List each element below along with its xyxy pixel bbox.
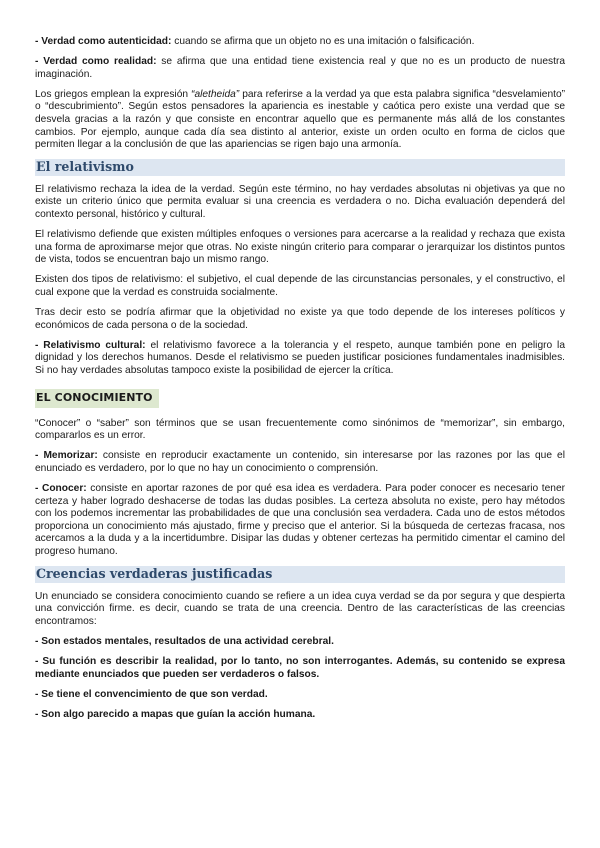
definition-term: - Verdad como autenticidad:: [35, 36, 172, 47]
section-heading-creencias: Creencias verdaderas justificadas: [35, 566, 565, 583]
paragraph-text: para referirse a la verdad ya que esta palabra significa “desvelamiento” o “descubrimiento”. Según estos pensadores la apariencia es inestable y caótica pero existe una verdad que se desvela gracias a la razón y que consiste en encontrar aquello que es permanente más allá de los constantes cambios. Por ejemplo, aunque cada día sea distinto al anterior, existe un orden oculto en forma de ciclos que permiten llegar a la conclusión de que las apariencias se rigen bajo una armonía.: [35, 88, 565, 151]
section-heading-conocimiento: EL CONOCIMIENTO: [35, 389, 159, 408]
definition-autenticidad: [35, 36, 565, 49]
definition-relativismo-cultural: [35, 340, 565, 378]
paragraph: “Conocer” o “saber” son términos que se usan frecuentemente como sinónimos de “memorizar”, sin embargo, compararlos es un error.: [35, 417, 565, 442]
definition-term: - Memorizar:: [35, 450, 98, 462]
paragraph-text: Los griegos emplean la expresión: [35, 88, 192, 100]
paragraph: Existen dos tipos de relativismo: el subjetivo, el cual depende de las circunstancias personales, y el constructivo, el cual expone que la verdad es construida socialmente.: [35, 274, 565, 298]
paragraph: Un enunciado se considera conocimiento cuando se refiere a un idea cuya verdad se da por segura y que despierta una convicción firme. es decir, cuando se trata de una creencia. Dentro de las características de las creencias encontramos:: [35, 590, 565, 627]
list-item: - Son estados mentales, resultados de una actividad cerebral.: [35, 635, 334, 647]
definition-text: consiste en reproducir exactamente un contenido, sin interesarse por las razones por las que el enunciado es verdadero, por lo que no hay un conocimiento o comprensión.: [35, 450, 565, 474]
definition-term: - Conocer:: [35, 483, 87, 495]
list-item: - Su función es describir la realidad, por lo tanto, no son interrogantes. Además, su contenido se expresa mediante enunciados que pueden ser verdaderos o falsos.: [35, 656, 565, 680]
list-item: - Son algo parecido a mapas que guían la acción humana.: [35, 708, 316, 720]
paragraph: El relativismo defiende que existen múltiples enfoques o versiones para acercarse a la realidad y rechaza que exista una forma de aproximarse mejor que otras. No existe ningún criterio para comparar o jerarquizar los distintos puntos de vista, todos se encuentran bajo un mismo rango.: [35, 229, 565, 266]
term-aletheida: “aletheida”: [191, 88, 240, 100]
document-page: [35, 36, 565, 729]
paragraph: El relativismo rechaza la idea de la verdad. Según este término, no hay verdades absolutas ni objetivas ya que no existe un criterio único que permita evaluar si una creencia es verdadera o no. Dicha evaluación dependerá del contexto personal, histórico y cultural.: [35, 183, 565, 221]
definition-text: cuando se afirma que un objeto no es una imitación o falsificación.: [171, 36, 475, 47]
definition-text: el relativismo favorece a la tolerancia y el respeto, aunque también pone en peligro la dignidad y los derechos humanos. Desde el relativismo se pueden justificar posiciones fundamentales inadmisibles. Si no hay verdades absolutas tampoco existe la posibilidad de ejercer la crítica.: [35, 339, 565, 376]
paragraph: Tras decir esto se podría afirmar que la objetividad no existe ya que todo depende de los intereses políticos y económicos de cada persona o de la sociedad.: [35, 307, 565, 331]
definition-conocer: [35, 483, 565, 559]
list-item: - Se tiene el convencimiento de que son verdad.: [35, 688, 268, 700]
definition-memorizar: [35, 450, 565, 475]
definition-text: consiste en aportar razones de por qué esa idea es verdadera. Para poder conocer es necesario tener certeza y haber logrado deshacerse de todas las dudas posibles. La certeza absoluta no existe, pero hay métodos con los podemos incrementar las probabilidades de que una conclusión sea verdadera. Cada uno de estos métodos proporciona un conocimiento más ajustado, firme y preciso que el anterior. Si la búsqueda de certezas fracasa, nos acercamos a la duda y a la incertidumbre. Disipar las dudas y obtener certezas ha permitido cimentar el camino del progreso humano.: [35, 483, 565, 557]
section-heading-relativismo: El relativismo: [35, 159, 565, 176]
definition-term: - Relativismo cultural:: [35, 339, 146, 351]
definition-term: - Verdad como realidad:: [35, 56, 157, 68]
definition-realidad: [35, 56, 565, 81]
definition-text: se afirma que una entidad tiene existencia real y que no es un producto de nuestra imaginación.: [35, 56, 565, 80]
paragraph-griegos: [35, 89, 565, 152]
